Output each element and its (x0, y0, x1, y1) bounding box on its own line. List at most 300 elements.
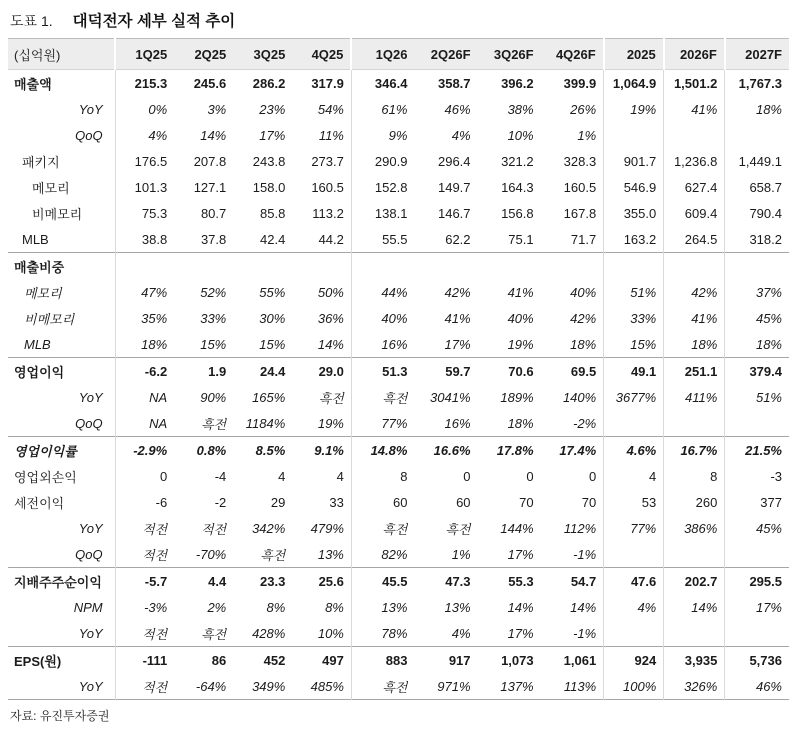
value-cell: 3% (207, 101, 227, 117)
value-cell: 411% (664, 384, 725, 410)
value-cell: 101.3 (115, 174, 174, 200)
value-cell: 1,236.8 (664, 148, 725, 174)
value-cell: 295.5 (725, 568, 789, 595)
value-cell: 167.8 (563, 205, 597, 221)
value-cell: 90% (200, 389, 227, 405)
value-cell: 70 (581, 494, 597, 510)
value-cell: 243.8 (252, 153, 286, 169)
row-label-cell: YoY (78, 101, 103, 117)
value-cell: 41% (507, 284, 534, 300)
value-cell (604, 122, 664, 148)
value-cell (541, 253, 604, 280)
row-label-cell: 비메모리 (24, 311, 75, 327)
value-cell: 0.8% (174, 437, 233, 464)
value-cell: 971% (437, 678, 471, 694)
value-cell: 0 (115, 463, 174, 489)
value-cell: 396.2 (501, 75, 534, 91)
value-cell: 흑전 (318, 390, 344, 406)
value-cell (725, 541, 789, 568)
value-cell: 163.2 (604, 226, 664, 253)
row-label-cell: QoQ (75, 546, 103, 562)
value-cell (174, 253, 233, 280)
value-cell: 44.2 (318, 231, 344, 247)
value-cell: 흑전 (201, 416, 227, 432)
value-cell: 112% (563, 520, 597, 536)
value-cell: 45.5 (351, 568, 414, 595)
column-header: 3Q25 (233, 39, 292, 70)
value-cell: 497 (292, 647, 351, 674)
value-cell: 1,061 (541, 647, 604, 674)
value-cell: 40% (570, 284, 597, 300)
value-cell: 37.8 (200, 231, 227, 247)
value-cell: 42% (444, 284, 471, 300)
value-cell: 19% (507, 336, 534, 352)
table-row (8, 541, 789, 568)
table-row (8, 437, 789, 464)
value-cell: 9% (351, 122, 414, 148)
row-label-cell: MLB (24, 336, 51, 352)
source-note: 자료: 유진투자증권 (10, 709, 110, 723)
row-label-cell: 매출비중 (8, 253, 115, 280)
value-cell: 14% (664, 594, 725, 620)
value-cell: 21.5% (725, 437, 789, 464)
value-cell: 296.4 (437, 153, 471, 169)
value-cell (664, 253, 725, 280)
value-cell: 30% (259, 310, 286, 326)
value-cell: 59.7 (414, 358, 477, 385)
value-cell: 17% (507, 625, 534, 641)
value-cell: 901.7 (604, 148, 664, 174)
value-cell: 적전 (201, 521, 227, 537)
value-cell: 100% (604, 673, 664, 700)
table-row (8, 594, 789, 620)
value-cell: 152.8 (351, 174, 414, 200)
value-cell: 54% (317, 101, 344, 117)
table-row (8, 358, 789, 385)
table-row (8, 279, 789, 305)
row-label-cell: 메모리 (24, 285, 62, 301)
value-cell: 290.9 (351, 148, 414, 174)
value-cell (414, 253, 477, 280)
row-label-cell: YoY (78, 678, 103, 694)
value-cell: 18% (570, 336, 597, 352)
value-cell: 4% (451, 127, 471, 143)
value-cell: 18% (725, 331, 789, 358)
table-row (8, 620, 789, 647)
value-cell (604, 410, 664, 437)
value-cell: 82% (351, 541, 414, 568)
value-cell: 16.7% (664, 437, 725, 464)
value-cell: 38% (507, 101, 534, 117)
value-cell: 86 (174, 647, 233, 674)
value-cell: 14% (317, 336, 344, 352)
value-cell (664, 541, 725, 568)
value-cell: 41% (664, 305, 725, 331)
value-cell (115, 253, 174, 280)
value-cell: 55.5 (351, 226, 414, 253)
value-cell: 적전 (115, 515, 174, 541)
value-cell: NA (115, 410, 174, 437)
table-row (8, 226, 789, 253)
row-label-cell: NPM (73, 599, 103, 615)
value-cell: 3677% (604, 384, 664, 410)
value-cell: 18% (664, 331, 725, 358)
value-cell: 적전 (115, 541, 174, 568)
value-cell: 18% (507, 415, 534, 431)
value-cell: 4% (451, 625, 471, 641)
value-cell: 16% (351, 331, 414, 358)
value-cell (604, 620, 664, 647)
value-cell (604, 253, 664, 280)
value-cell: 14% (200, 127, 227, 143)
value-cell: 1,449.1 (725, 148, 789, 174)
value-cell: 399.9 (563, 75, 597, 91)
value-cell: 1% (577, 127, 597, 143)
value-cell: 77% (351, 410, 414, 437)
value-cell: 1,767.3 (725, 70, 789, 97)
value-cell: 60 (456, 494, 471, 510)
value-cell: 41% (664, 96, 725, 122)
column-header: 2027F (725, 39, 789, 70)
table-row (8, 305, 789, 331)
value-cell: 26% (570, 101, 597, 117)
value-cell: 9.1% (292, 437, 351, 464)
value-cell: 156.8 (501, 205, 534, 221)
value-cell: 17% (444, 336, 471, 352)
table-row (8, 489, 789, 515)
value-cell: 62.2 (445, 231, 471, 247)
value-cell: 8% (325, 599, 344, 615)
value-cell: 917 (414, 647, 477, 674)
table-row (8, 647, 789, 674)
value-cell: 55.3 (478, 568, 541, 595)
value-cell: 321.2 (501, 153, 534, 169)
value-cell: 5,736 (725, 647, 789, 674)
value-cell: 흑전 (351, 384, 414, 410)
value-cell: 1,073 (478, 647, 541, 674)
value-cell: 85.8 (260, 205, 286, 221)
column-header: 4Q25 (292, 39, 351, 70)
table-row (8, 331, 789, 358)
table-row (8, 568, 789, 595)
value-cell: 14% (570, 599, 597, 615)
value-cell: 4.6% (604, 437, 664, 464)
value-cell: -6.2 (115, 358, 174, 385)
value-cell (604, 541, 664, 568)
value-cell: 379.4 (725, 358, 789, 385)
value-cell: 75.3 (115, 200, 174, 226)
value-cell: 11% (318, 127, 344, 143)
table-row (8, 253, 789, 280)
table-row (8, 174, 789, 200)
value-cell: 23% (259, 101, 286, 117)
value-cell: 적전 (115, 673, 174, 700)
value-cell: 273.7 (311, 153, 344, 169)
value-cell: 10% (507, 127, 534, 143)
value-cell: 70.6 (478, 358, 541, 385)
value-cell (478, 253, 541, 280)
value-cell: 25.6 (292, 568, 351, 595)
value-cell: 37% (725, 279, 789, 305)
row-label-cell: QoQ (75, 127, 103, 143)
value-cell: 17% (259, 127, 286, 143)
value-cell: 215.3 (115, 70, 174, 97)
value-cell: 50% (317, 284, 344, 300)
value-cell: 609.4 (664, 200, 725, 226)
row-label-cell: 영업외손익 (14, 469, 77, 485)
value-cell: 42.4 (260, 231, 286, 247)
value-cell: 8.5% (233, 437, 292, 464)
value-cell: 1% (451, 546, 471, 562)
value-cell: 75.1 (508, 231, 534, 247)
value-cell: 627.4 (664, 174, 725, 200)
value-cell (233, 253, 292, 280)
table-row (8, 515, 789, 541)
value-cell: 0% (115, 96, 174, 122)
value-cell: 47% (115, 279, 174, 305)
value-cell: 흑전 (260, 547, 286, 563)
value-cell: -70% (195, 546, 227, 562)
value-cell: -1% (573, 546, 597, 562)
unit-note: (십억원) (8, 39, 115, 70)
value-cell: 19% (604, 96, 664, 122)
table-row (8, 200, 789, 226)
value-cell: 14.8% (351, 437, 414, 464)
value-cell: 1.9 (174, 358, 233, 385)
value-cell: 346.4 (351, 70, 414, 97)
value-cell: -6 (115, 489, 174, 515)
value-cell: 16% (444, 415, 471, 431)
table-row (8, 96, 789, 122)
value-cell: 40% (507, 310, 534, 326)
column-header: 2Q25 (174, 39, 233, 70)
value-cell: 54.7 (541, 568, 604, 595)
table-row (8, 463, 789, 489)
value-cell: 51.3 (351, 358, 414, 385)
value-cell: 36% (317, 310, 344, 326)
value-cell: 17.8% (478, 437, 541, 464)
row-label-cell: 비메모리 (32, 206, 83, 222)
value-cell (664, 620, 725, 647)
value-cell: 흑전 (445, 521, 471, 537)
value-cell: 흑전 (201, 626, 227, 642)
value-cell: 883 (351, 647, 414, 674)
value-cell: 45% (725, 305, 789, 331)
value-cell: -4 (214, 468, 227, 484)
value-cell: 77% (604, 515, 664, 541)
value-cell: 52% (200, 284, 227, 300)
value-cell: 흑전 (351, 515, 414, 541)
table-number: 도표 1. (10, 13, 53, 29)
value-cell: 17% (725, 594, 789, 620)
value-cell (292, 253, 351, 280)
table-row (8, 70, 789, 97)
value-cell: 15% (200, 336, 227, 352)
value-cell: -2.9% (115, 437, 174, 464)
row-label-cell: 지배주주순이익 (8, 568, 115, 595)
value-cell: 60 (351, 489, 414, 515)
row-label-cell: 세전이익 (14, 495, 65, 511)
value-cell: 113% (563, 678, 597, 694)
value-cell: -1% (573, 625, 597, 641)
value-cell: 1184% (245, 415, 286, 431)
value-cell: 485% (310, 678, 344, 694)
value-cell: 0 (526, 468, 534, 484)
value-cell: 51% (725, 384, 789, 410)
value-cell: 349% (252, 678, 286, 694)
value-cell: 44% (351, 279, 414, 305)
value-cell: 160.5 (563, 179, 597, 195)
value-cell (725, 410, 789, 437)
value-cell: 46% (725, 673, 789, 700)
value-cell: 127.1 (193, 179, 227, 195)
row-label-cell: 영업이익 (8, 358, 115, 385)
row-label-cell: YoY (78, 520, 103, 536)
column-header: 4Q26F (541, 39, 604, 70)
value-cell: 13% (444, 599, 471, 615)
value-cell: 924 (604, 647, 664, 674)
row-label-cell: 패키지 (22, 154, 60, 170)
value-cell: 176.5 (115, 148, 174, 174)
value-cell: 8% (266, 599, 286, 615)
value-cell: -5.7 (115, 568, 174, 595)
row-label-cell: QoQ (75, 415, 103, 431)
value-cell (664, 410, 725, 437)
table-body (8, 70, 789, 700)
value-cell: 49.1 (604, 358, 664, 385)
value-cell: -111 (115, 647, 174, 674)
value-cell: 17.4% (541, 437, 604, 464)
column-header: 3Q26F (478, 39, 541, 70)
value-cell: 18% (725, 96, 789, 122)
value-cell: 138.1 (351, 200, 414, 226)
value-cell: 14% (507, 599, 534, 615)
value-cell: 3,935 (664, 647, 725, 674)
value-cell: -64% (195, 678, 227, 694)
value-cell: 15% (259, 336, 286, 352)
table-row (8, 122, 789, 148)
value-cell: 342% (252, 520, 286, 536)
value-cell: 790.4 (725, 200, 789, 226)
value-cell: 160.5 (311, 179, 344, 195)
value-cell: 적전 (115, 620, 174, 647)
value-cell (664, 122, 725, 148)
value-cell: 33% (200, 310, 227, 326)
header-row (8, 39, 789, 70)
value-cell (351, 253, 414, 280)
value-cell: 19% (317, 415, 344, 431)
value-cell: 140% (562, 389, 597, 405)
value-cell: 4.4 (174, 568, 233, 595)
value-cell (725, 620, 789, 647)
row-label-cell: MLB (22, 231, 49, 247)
column-header: 2Q26F (414, 39, 477, 70)
value-cell: 38.8 (115, 226, 174, 253)
row-label-cell: 매출액 (14, 76, 52, 92)
value-cell: 318.2 (725, 226, 789, 253)
value-cell: 8 (351, 463, 414, 489)
value-cell: 15% (604, 331, 664, 358)
row-label-cell: YoY (78, 625, 103, 641)
table-row (8, 673, 789, 700)
value-cell: 29.0 (292, 358, 351, 385)
value-cell: 42% (664, 279, 725, 305)
row-label-cell: 영업이익률 (8, 437, 115, 464)
value-cell: 2% (207, 599, 227, 615)
value-cell: 4% (115, 122, 174, 148)
value-cell: 16.6% (414, 437, 477, 464)
value-cell: 144% (500, 520, 534, 536)
column-header: 1Q26 (351, 39, 414, 70)
value-cell: 33% (604, 305, 664, 331)
value-cell: 0 (463, 468, 471, 484)
value-cell: 53 (604, 489, 664, 515)
value-cell: 358.7 (437, 75, 471, 91)
value-cell: 13% (351, 594, 414, 620)
value-cell: 113.2 (312, 205, 344, 221)
value-cell: 264.5 (664, 226, 725, 253)
financial-table (8, 38, 789, 700)
value-cell: 245.6 (193, 75, 227, 91)
value-cell: 47.6 (604, 568, 664, 595)
value-cell: 146.7 (437, 205, 471, 221)
row-label-cell: YoY (78, 389, 103, 405)
value-cell: 흑전 (351, 673, 414, 700)
value-cell: 4 (278, 468, 286, 484)
value-cell: 164.3 (501, 179, 534, 195)
table-row (8, 410, 789, 437)
value-cell: 41% (444, 310, 471, 326)
value-cell: 29 (270, 494, 286, 510)
row-label-cell: 메모리 (32, 180, 70, 196)
value-cell: 260 (664, 489, 725, 515)
value-cell: 17% (507, 546, 534, 562)
value-cell: 149.7 (437, 179, 471, 195)
value-cell: 8 (664, 463, 725, 489)
value-cell: 23.3 (233, 568, 292, 595)
value-cell: 24.4 (233, 358, 292, 385)
value-cell: 46% (444, 101, 471, 117)
value-cell: 1,501.2 (664, 70, 725, 97)
value-cell: -3 (725, 463, 789, 489)
value-cell: 71.7 (570, 231, 597, 247)
value-cell: 80.7 (200, 205, 227, 221)
value-cell: 4 (336, 468, 344, 484)
column-header: 2025 (604, 39, 664, 70)
value-cell: 158.0 (252, 179, 286, 195)
value-cell: 45% (725, 515, 789, 541)
value-cell (725, 122, 789, 148)
value-cell: 3041% (430, 389, 471, 405)
value-cell: 137% (500, 678, 534, 694)
value-cell: 189% (500, 389, 534, 405)
value-cell: 33 (329, 494, 344, 510)
value-cell: 69.5 (541, 358, 604, 385)
value-cell: 355.0 (604, 200, 664, 226)
value-cell: 51% (604, 279, 664, 305)
table-row (8, 148, 789, 174)
value-cell: 40% (351, 305, 414, 331)
value-cell (725, 253, 789, 280)
table-title (8, 7, 784, 38)
value-cell: 428% (252, 625, 286, 641)
value-cell: 479% (310, 520, 344, 536)
value-cell: 202.7 (664, 568, 725, 595)
value-cell: 207.8 (193, 153, 227, 169)
value-cell: 658.7 (725, 174, 789, 200)
value-cell: 42% (570, 310, 597, 326)
value-cell: 70 (519, 494, 534, 510)
